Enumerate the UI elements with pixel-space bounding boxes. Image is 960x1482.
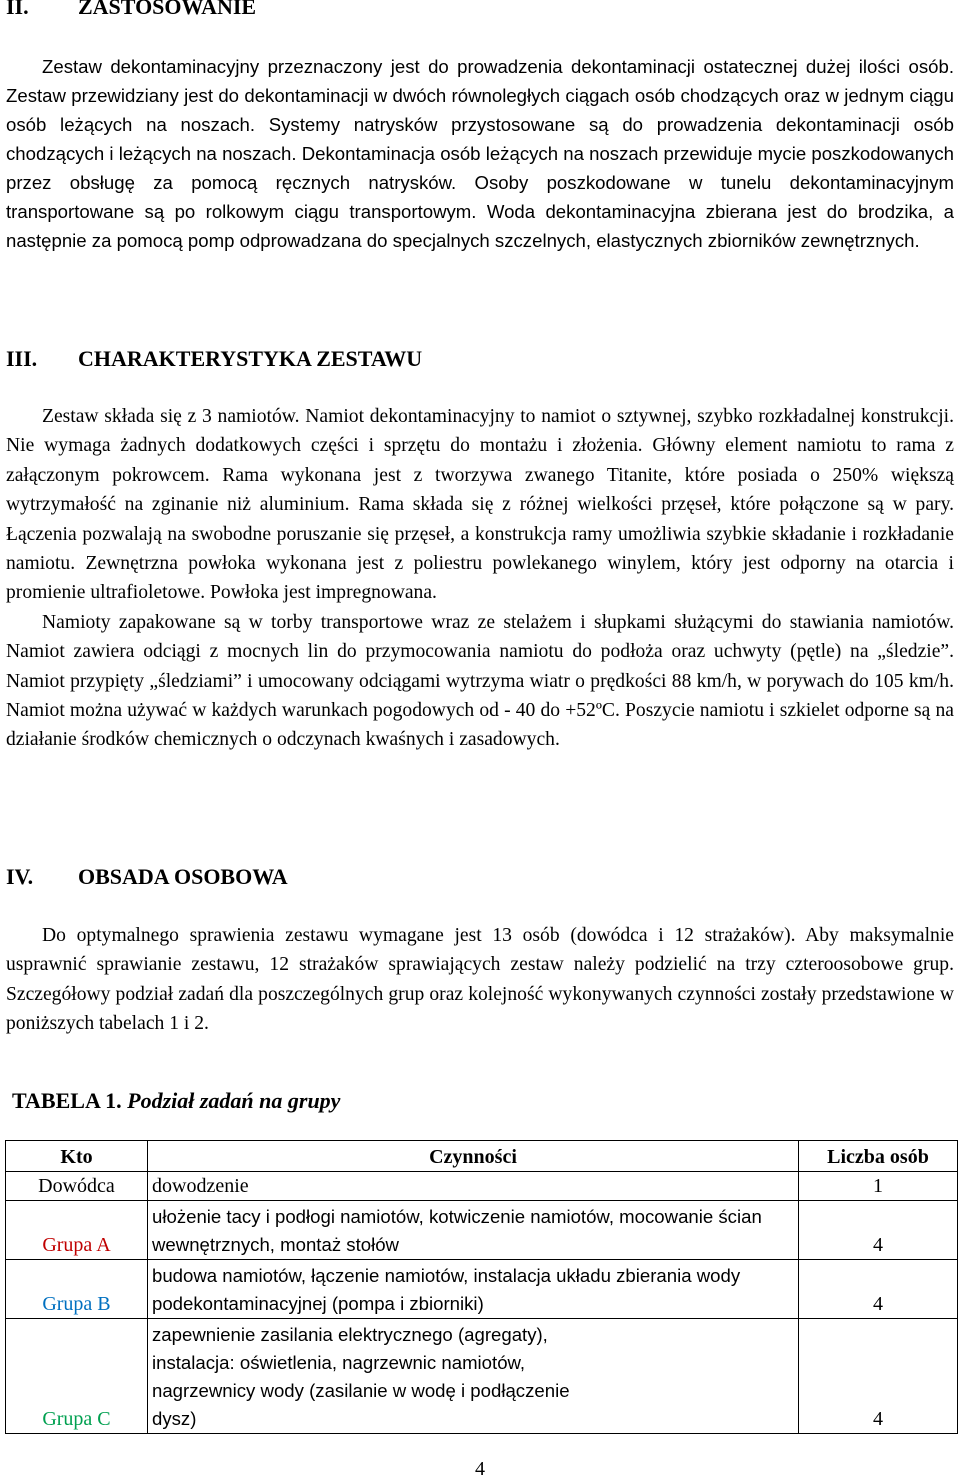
cell-tasks: zapewnienie zasilania elektrycznego (agregaty), instalacja: oświetlenia, nagrzewnic namiotów, nagrzewnicy wody (zasilanie w wodę i podłączenie dysz) — [148, 1319, 799, 1434]
table-title — [12, 1088, 340, 1114]
header-tasks: Czynności — [148, 1141, 799, 1172]
table-row — [6, 1172, 958, 1201]
paragraph: Zestaw składa się z 3 namiotów. Namiot dekontaminacyjny to namiot o sztywnej, szybko rozkładalnej konstrukcji. Nie wymaga żadnych dodatkowych części i sprzętu do montażu i złożenia. Główny element namiotu to rama z załączonym pokrowcem. Rama wykonana jest z tworzywa zwanego Titanite, które posiada o 250% większą wytrzymałość na zginanie niż aluminium. Rama składa się z różnej wielkości przęseł, które połączone są w pary. Łączenia pozwalają na swobodne poruszanie się przęseł, a konstrukcja ramy umożliwia szybkie składanie i rozkładanie namiotu. Zewnętrzna powłoka wykonana jest z poliestru powlekanego winylem, który jest odporny na otarcia i promienie ultrafioletowe. Powłoka jest impregnowana. — [6, 406, 954, 604]
table-row — [6, 1201, 958, 1260]
table-label: TABELA 1. — [12, 1088, 122, 1113]
table-header-row — [6, 1141, 958, 1172]
cell-tasks: ułożenie tacy i podłogi namiotów, kotwiczenie namiotów, mocowanie ścian wewnętrznych, montaż stołów — [148, 1201, 799, 1260]
cell-count: 4 — [799, 1319, 958, 1434]
cell-who-group-a: Grupa A — [6, 1201, 148, 1260]
header-who: Kto — [6, 1141, 148, 1172]
cell-who: Dowódca — [6, 1172, 148, 1201]
table-caption: Podział zadań na grupy — [127, 1088, 341, 1113]
section-4-body — [6, 921, 954, 1039]
cell-count: 4 — [799, 1201, 958, 1260]
cell-count: 4 — [799, 1260, 958, 1319]
section-title: CHARAKTERYSTYKA ZESTAWU — [78, 346, 423, 371]
section-heading-3 — [6, 346, 422, 372]
section-heading-4 — [6, 864, 288, 890]
cell-who-group-c: Grupa C — [6, 1319, 148, 1434]
tasks-table — [5, 1140, 958, 1434]
section-heading-2 — [6, 0, 256, 20]
cell-tasks: budowa namiotów, łączenie namiotów, instalacja układu zbierania wody podekontaminacyjnej (pompa i zbiorniki) — [148, 1260, 799, 1319]
cell-tasks: dowodzenie — [148, 1172, 799, 1201]
section-number: IV. — [6, 864, 34, 889]
paragraph: Do optymalnego sprawienia zestawu wymagane jest 13 osób (dowódca i 12 strażaków). Aby maksymalnie usprawnić sprawianie zestawu, 12 strażaków sprawiających zestaw należy podzielić na trzy czteroosobowe grup. Szczegółowy podział zadań dla poszczególnych grup oraz kolejność wykonywanych czynności zostały przedstawione w poniższych tabelach 1 i 2. — [6, 925, 954, 1035]
section-3-body — [6, 402, 954, 755]
page-number: 4 — [475, 1458, 485, 1480]
section-title: OBSADA OSOBOWA — [78, 864, 288, 889]
table-row — [6, 1260, 958, 1319]
header-count: Liczba osób — [799, 1141, 958, 1172]
section-title: ZASTOSOWANIE — [78, 0, 257, 19]
paragraph: Namioty zapakowane są w torby transportowe wraz ze stelażem i słupkami służącymi do stawiania namiotów. Namiot zawiera odciągi z mocnych lin do przymocowania namiotu do podłoża oraz uchwyty (pętle) na „śledzie”. Namiot przypięty „śledziami” i umocowany odciągami wytrzyma wiatr o prędkości 88 km/h, w porywach do 105 km/h. Namiot można używać w każdych warunkach pogodowych od - 40 do +52ºC. Poszycie namiotu i szkielet odporne są na działanie środków chemicznych o odczynach kwaśnych i zasadowych. — [6, 611, 954, 751]
cell-who-group-b: Grupa B — [6, 1260, 148, 1319]
section-number: III. — [6, 346, 38, 371]
section-number: II. — [6, 0, 29, 19]
table-row — [6, 1319, 958, 1434]
paragraph: Zestaw dekontaminacyjny przeznaczony jest do prowadzenia dekontaminacji ostatecznej dużej ilości osób. Zestaw przewidziany jest do dekontaminacji w dwóch równoległych ciągach osób chodzących oraz w jednym ciągu osób leżących na noszach. Systemy natrysków przystosowane są do prowadzenia dekontaminacji osób chodzących i leżących na noszach. Dekontaminacja osób leżących na noszach przewiduje mycie poszkodowanych przez obsługę za pomocą ręcznych natrysków. Osoby poszkodowane w tunelu dekontaminacyjnym transportowane są po rolkowym ciągu transportowym. Woda dekontaminacyjna zbierana jest do brodzika, a następnie za pomocą pomp odprowadzana do specjalnych szczelnych, elastycznych zbiorników zewnętrznych. — [6, 56, 954, 251]
section-2-body — [6, 52, 954, 255]
cell-count: 1 — [799, 1172, 958, 1201]
